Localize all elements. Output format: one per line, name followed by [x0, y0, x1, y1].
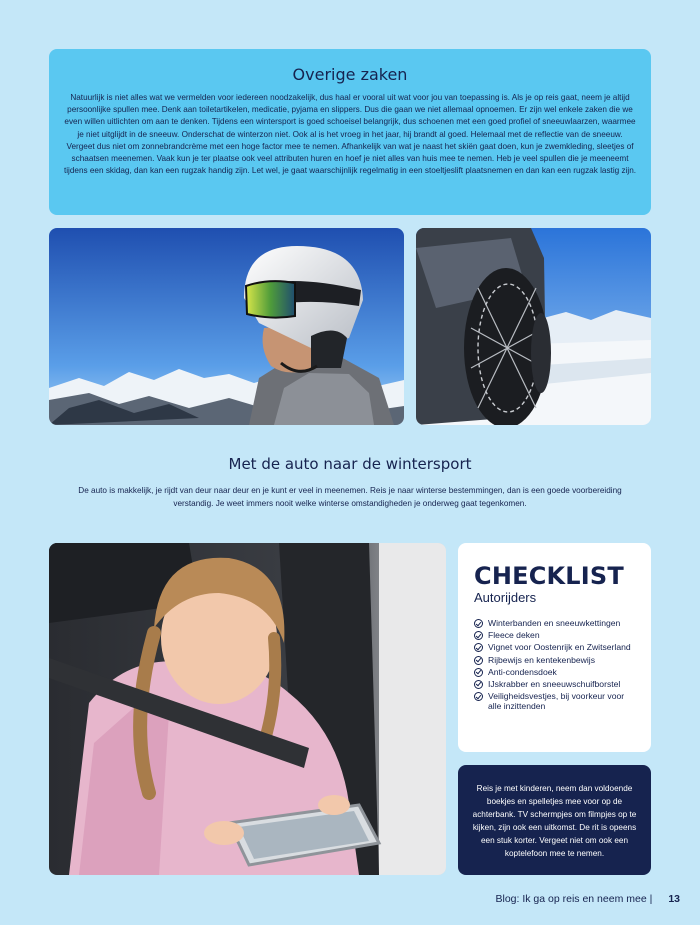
- overige-zaken-box: [49, 49, 651, 215]
- kids-tip-box: [458, 765, 651, 875]
- auto-section-body: De auto is makkelijk, je rijdt van deur naar deur en je kunt er veel in meenemen. Reis je naar winterse bestemmingen, dan is een goede voorbereiding verstandig. Je weet immers nooit welke winterse omstandigheden je onderweg gaat tegenkomen.: [78, 486, 622, 508]
- checklist-card: [458, 543, 651, 752]
- overige-zaken-title: Overige zaken: [292, 65, 408, 84]
- checklist-item: Winterbanden en sneeuwkettingen: [474, 619, 637, 629]
- girl-with-tablet-photo: [49, 543, 446, 875]
- checklist-item: Anti-condensdoek: [474, 668, 637, 678]
- check-circle-icon: [474, 631, 483, 640]
- kids-tip-text: Reis je met kinderen, neem dan voldoende boekjes en spelletjes mee voor op de achterbank. TV schermpjes om filmpjes op te kijken, zijn ook een uitkomst. De rit is opeens een stuk korter. Vergeet niet om ook een koptelefoon mee te nemen.: [472, 784, 637, 858]
- check-circle-icon: [474, 668, 483, 677]
- checklist-items: [474, 619, 637, 711]
- checklist-item: IJskrabber en sneeuwschuifborstel: [474, 680, 637, 690]
- checklist-item: Rijbewijs en kentekenbewijs: [474, 656, 637, 666]
- footer-blog-label: Blog: Ik ga op reis en neem mee |: [495, 893, 653, 905]
- check-circle-icon: [474, 619, 483, 628]
- checklist-item: Fleece deken: [474, 631, 637, 641]
- checklist-subtitle: Autorijders: [474, 590, 537, 605]
- page-footer: [495, 893, 680, 905]
- check-circle-icon: [474, 680, 483, 689]
- check-circle-icon: [474, 643, 483, 652]
- overige-zaken-body: Natuurlijk is niet alles wat we vermelden voor iedereen noodzakelijk, dus haal er vooral uit wat voor jou van toepassing is. Als je op reis gaat, neem je altijd persoonlijke spullen mee. Denk aan toiletartikelen, medicatie, pyjama en slippers. Dus die gaan we niet allemaal opnoemen. Er zijn wel enkele zaken die we even willen uitlichten om aan te denken. Tijdens een wintersport is goed schoeisel belangrijk, dus schoenen met een goed profiel of sneeuwlaarzen, waarmee je niet uitglijdt in de sneeuw. Onderschat de winterzon niet. Ook al is het vroeg in het jaar, hij brandt al goed. Helemaal met de reflectie van de sneeuw. Vergeet dus niet om zonnebrandcrème met een hoge factor mee te nemen. Afhankelijk van wat je naast het skiën gaat doen, kun je zwemkleding, sleetjes of schaatsen meenemen. Vaak kun je ter plaatse ook veel attributen huren en hoef je niet alles van huis mee te nemen. Heb je veel spullen die je meeneemt tijdens een skidag, dan kan een rugzak handig zijn. Let wel, je gaat waarschijnlijk regelmatig in een stoeltjeslift plaatsnemen en dan kan een rugzak lastig zijn.: [63, 93, 637, 176]
- checklist-title: CHECKLIST: [474, 562, 624, 590]
- skier-photo: [49, 228, 404, 425]
- checklist-item: Vignet voor Oostenrijk en Zwitserland: [474, 643, 637, 653]
- auto-section-title: Met de auto naar de wintersport: [228, 455, 472, 473]
- page-number: 13: [668, 893, 680, 905]
- check-circle-icon: [474, 656, 483, 665]
- check-circle-icon: [474, 692, 483, 701]
- snow-chain-tire-photo: [416, 228, 651, 425]
- checklist-item: Veiligheidsvestjes, bij voorkeur voor alle inzittenden: [474, 692, 637, 711]
